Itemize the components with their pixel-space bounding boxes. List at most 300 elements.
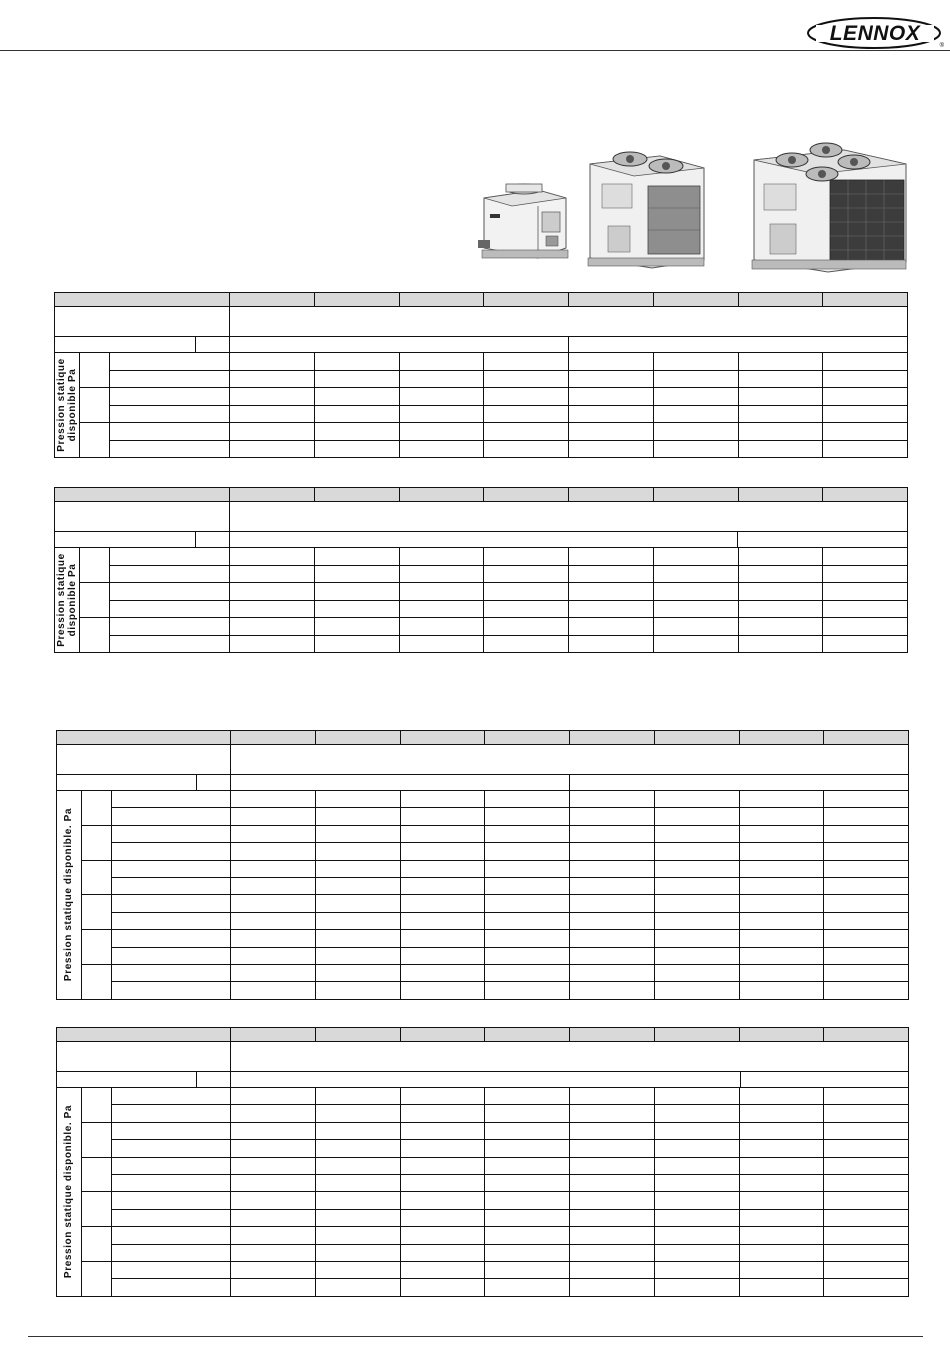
- spec-table-1-row-label: [109, 370, 230, 389]
- spec-table-1-data-cell: [314, 370, 400, 389]
- spec-table-3-row-label: [111, 929, 231, 947]
- spec-table-3-data-cell: [315, 842, 401, 860]
- spec-table-2-data-cell: [653, 547, 739, 566]
- spec-table-4-data-cell: [230, 1157, 316, 1175]
- spec-table-3-row-label: [111, 981, 231, 999]
- spec-table-3-unit-code: [196, 774, 231, 791]
- spec-table-1-data-cell: [399, 352, 485, 371]
- spec-table-1-pressure-label: [54, 352, 79, 457]
- spec-table-4-data-cell: [230, 1278, 316, 1296]
- spec-table-3-row-label: [111, 964, 231, 982]
- spec-table-4-data-cell: [654, 1191, 740, 1209]
- spec-table-3-data-cell: [315, 790, 401, 808]
- spec-table-3-data-cell: [400, 947, 486, 965]
- spec-table-1-header-cell: [822, 292, 908, 307]
- spec-table-3-data-cell: [400, 877, 486, 895]
- spec-table-3-data-cell: [230, 790, 316, 808]
- spec-table-4-data-cell: [400, 1087, 486, 1105]
- spec-table-1-data-cell: [229, 370, 315, 389]
- spec-table-3-data-cell: [400, 929, 486, 947]
- spec-table-3-data-cell: [654, 894, 740, 912]
- spec-table-1-data-cell: [568, 370, 654, 389]
- spec-table-4-data-cell: [739, 1122, 825, 1140]
- spec-table-4-data-cell: [315, 1261, 401, 1279]
- spec-table-3-data-cell: [739, 807, 825, 825]
- spec-table-3-data-cell: [230, 807, 316, 825]
- spec-table-3-data-cell: [654, 807, 740, 825]
- spec-table-3-header-label: [56, 730, 231, 745]
- spec-table-3-data-cell: [823, 790, 909, 808]
- spec-table-2-pressure-label-line: disponible Pa: [66, 563, 78, 636]
- spec-table-1-data-cell: [399, 405, 485, 424]
- spec-table-3-data-cell: [315, 912, 401, 930]
- spec-table-1-data-cell: [399, 370, 485, 389]
- spec-table-3-data-cell: [823, 825, 909, 843]
- spec-table-2-header-cell: [229, 487, 315, 502]
- spec-table-4-data-cell: [739, 1191, 825, 1209]
- spec-table-4-header-cell: [400, 1027, 486, 1042]
- spec-table-4-data-cell: [654, 1244, 740, 1262]
- spec-table-4-data-cell: [315, 1191, 401, 1209]
- spec-table-3-data-cell: [400, 790, 486, 808]
- spec-table-3-row-label: [111, 807, 231, 825]
- spec-table-3-data-cell: [654, 877, 740, 895]
- spec-table-4-unit-label: [56, 1071, 197, 1088]
- spec-table-4-data-cell: [484, 1087, 570, 1105]
- spec-table-1-header-cell: [229, 292, 315, 307]
- spec-table-3-data-cell: [315, 947, 401, 965]
- spec-table-4-row-label: [111, 1139, 231, 1157]
- spec-table-3-header-cell: [484, 730, 570, 745]
- spec-table-4-row-label: [111, 1244, 231, 1262]
- spec-table-3-data-cell: [654, 842, 740, 860]
- spec-table-4-data-cell: [823, 1278, 909, 1296]
- spec-table-3-unit-label: [56, 774, 197, 791]
- spec-table-3-data-cell: [400, 894, 486, 912]
- spec-table-3-data-cell: [315, 981, 401, 999]
- spec-table-1-unit-code: [195, 336, 230, 353]
- spec-table-3-group-cell: [81, 929, 112, 965]
- spec-table-3-data-cell: [230, 825, 316, 843]
- spec-table-1-data-cell: [822, 387, 908, 406]
- spec-table-1-data-cell: [822, 352, 908, 371]
- spec-table-4-data-cell: [484, 1226, 570, 1244]
- spec-table-1-data-cell: [483, 370, 569, 389]
- spec-table-4-row-label: [111, 1278, 231, 1296]
- spec-table-1-data-cell: [738, 387, 824, 406]
- spec-table-2-data-cell: [568, 582, 654, 601]
- spec-table-4-data-cell: [230, 1244, 316, 1262]
- spec-table-4-data-cell: [654, 1157, 740, 1175]
- spec-table-2-header-label: [54, 487, 230, 502]
- spec-table-3-data-cell: [654, 790, 740, 808]
- header-rule: [0, 50, 950, 51]
- spec-table-2-data-cell: [653, 600, 739, 619]
- spec-table-4-data-cell: [823, 1139, 909, 1157]
- spec-table-3-data-cell: [823, 981, 909, 999]
- spec-table-3-header-cell: [654, 730, 740, 745]
- spec-table-4-data-cell: [654, 1226, 740, 1244]
- spec-table-3-data-cell: [484, 825, 570, 843]
- spec-table-1-data-cell: [822, 440, 908, 459]
- spec-table-4-data-cell: [230, 1122, 316, 1140]
- spec-table-2-data-cell: [229, 617, 315, 636]
- spec-table-3-data-cell: [823, 860, 909, 878]
- spec-table-1-data-cell: [483, 440, 569, 459]
- spec-table-2-data-cell: [314, 635, 400, 654]
- spec-table-2-data-cell: [483, 617, 569, 636]
- spec-table-2-data-cell: [738, 600, 824, 619]
- spec-table-4-pressure-label: [56, 1087, 81, 1296]
- spec-table-2-data-cell: [568, 617, 654, 636]
- spec-table-3-data-cell: [569, 894, 655, 912]
- spec-table-3-data-cell: [823, 877, 909, 895]
- spec-table-4-row-label: [111, 1226, 231, 1244]
- spec-table-2-data-cell: [653, 582, 739, 601]
- spec-table-4-data-cell: [739, 1261, 825, 1279]
- spec-table-1-unit-span-b: [568, 336, 908, 353]
- spec-table-2-group-cell: [79, 547, 110, 583]
- spec-table-4-data-cell: [823, 1087, 909, 1105]
- spec-table-2-data-cell: [483, 582, 569, 601]
- spec-table-2-data-cell: [738, 547, 824, 566]
- spec-table-2-data-cell: [483, 565, 569, 584]
- spec-table-1-data-cell: [653, 405, 739, 424]
- spec-table-1-pressure-label-line: disponible Pa: [66, 368, 78, 441]
- spec-table-3-data-cell: [569, 842, 655, 860]
- spec-table-1-data-cell: [822, 370, 908, 389]
- spec-table-2-data-cell: [399, 635, 485, 654]
- spec-table-1-data-cell: [822, 405, 908, 424]
- spec-table-3-data-cell: [739, 981, 825, 999]
- spec-table-4-data-cell: [654, 1087, 740, 1105]
- spec-table-2-group-cell: [79, 617, 110, 653]
- spec-table-2-unit-code: [195, 531, 230, 548]
- spec-table-4-data-cell: [569, 1191, 655, 1209]
- spec-table-4-data-cell: [230, 1139, 316, 1157]
- spec-table-3-data-cell: [400, 807, 486, 825]
- spec-table-3-header-cell: [823, 730, 909, 745]
- spec-table-4-data-cell: [484, 1139, 570, 1157]
- spec-table-4-header-cell: [484, 1027, 570, 1042]
- spec-table-4-data-cell: [739, 1174, 825, 1192]
- spec-table-4-header-cell: [654, 1027, 740, 1042]
- spec-table-3-row-label: [111, 947, 231, 965]
- spec-table-4-data-cell: [823, 1191, 909, 1209]
- spec-table-4-unit-span-b: [740, 1071, 909, 1088]
- spec-table-3-data-cell: [484, 860, 570, 878]
- spec-table-2-data-cell: [653, 617, 739, 636]
- spec-table-2-header-cell: [314, 487, 400, 502]
- spec-table-2-data-cell: [229, 582, 315, 601]
- spec-table-1-pressure-label-line: Pression statique: [55, 357, 67, 452]
- spec-table-4-data-cell: [739, 1157, 825, 1175]
- spec-table-3-data-cell: [739, 964, 825, 982]
- spec-table-4-data-cell: [230, 1174, 316, 1192]
- spec-table-1-header-cell: [738, 292, 824, 307]
- spec-table-3-data-cell: [823, 947, 909, 965]
- spec-table-2-data-cell: [314, 565, 400, 584]
- spec-table-4-row-label: [111, 1174, 231, 1192]
- spec-table-4-data-cell: [739, 1209, 825, 1227]
- spec-table-4-data-cell: [400, 1157, 486, 1175]
- spec-table-3-data-cell: [484, 842, 570, 860]
- spec-table-4-data-cell: [654, 1122, 740, 1140]
- spec-table-4-data-cell: [484, 1174, 570, 1192]
- spec-table-1-data-cell: [229, 352, 315, 371]
- spec-table-4-row-label: [111, 1087, 231, 1105]
- spec-table-2-description-value: [229, 501, 908, 532]
- spec-table-3-group-cell: [81, 860, 112, 896]
- spec-table-2-data-cell: [483, 600, 569, 619]
- spec-table-3-data-cell: [739, 860, 825, 878]
- spec-table-4-data-cell: [400, 1191, 486, 1209]
- spec-table-4-data-cell: [484, 1104, 570, 1122]
- spec-table-2-data-cell: [314, 600, 400, 619]
- spec-table-2-row-label: [109, 565, 230, 584]
- spec-table-3-data-cell: [315, 964, 401, 982]
- spec-table-3-header-cell: [400, 730, 486, 745]
- spec-table-4-data-cell: [823, 1122, 909, 1140]
- spec-table-1-data-cell: [822, 422, 908, 441]
- spec-table-4-data-cell: [400, 1139, 486, 1157]
- spec-table-2-header-cell: [568, 487, 654, 502]
- spec-table-4-data-cell: [315, 1278, 401, 1296]
- spec-table-3-data-cell: [739, 894, 825, 912]
- spec-table-1-data-cell: [483, 422, 569, 441]
- spec-table-1-data-cell: [738, 352, 824, 371]
- spec-table-2-data-cell: [314, 547, 400, 566]
- spec-table-3-data-cell: [654, 929, 740, 947]
- spec-table-1-data-cell: [483, 405, 569, 424]
- spec-table-3-data-cell: [315, 894, 401, 912]
- spec-table-3-data-cell: [823, 894, 909, 912]
- spec-table-3-data-cell: [823, 964, 909, 982]
- spec-table-1-header-cell: [314, 292, 400, 307]
- spec-table-1-group-cell: [79, 422, 110, 458]
- spec-table-4-pressure-label-line: Pression statique disponible. Pa: [63, 1104, 75, 1278]
- spec-table-4-group-cell: [81, 1122, 112, 1158]
- spec-table-4-data-cell: [739, 1087, 825, 1105]
- spec-table-2-data-cell: [822, 547, 908, 566]
- spec-table-4-data-cell: [569, 1209, 655, 1227]
- spec-table-2-data-cell: [399, 582, 485, 601]
- spec-table-4-data-cell: [230, 1104, 316, 1122]
- spec-table-4-data-cell: [569, 1104, 655, 1122]
- spec-table-4-group-cell: [81, 1191, 112, 1227]
- spec-table-2-data-cell: [822, 565, 908, 584]
- spec-table-2-unit-label: [54, 531, 196, 548]
- spec-table-4-description-label: [56, 1041, 231, 1072]
- spec-table-4-data-cell: [400, 1174, 486, 1192]
- spec-table-1-data-cell: [314, 440, 400, 459]
- spec-table-1-row-label: [109, 405, 230, 424]
- spec-table-2-data-cell: [822, 635, 908, 654]
- spec-table-3-data-cell: [400, 981, 486, 999]
- spec-table-4-data-cell: [484, 1157, 570, 1175]
- spec-table-1-row-label: [109, 352, 230, 371]
- spec-table-3-row-label: [111, 842, 231, 860]
- spec-table-4-data-cell: [569, 1157, 655, 1175]
- spec-table-2-data-cell: [229, 547, 315, 566]
- spec-table-1-header-cell: [483, 292, 569, 307]
- spec-table-3-header-cell: [569, 730, 655, 745]
- spec-table-4-data-cell: [315, 1174, 401, 1192]
- spec-table-3-data-cell: [569, 981, 655, 999]
- spec-table-3-data-cell: [654, 981, 740, 999]
- product-two-fan-unit-image: [582, 142, 712, 272]
- spec-table-3-header-cell: [739, 730, 825, 745]
- spec-table-4-data-cell: [315, 1226, 401, 1244]
- spec-table-3-data-cell: [654, 947, 740, 965]
- spec-table-3-row-label: [111, 894, 231, 912]
- spec-table-3-data-cell: [739, 790, 825, 808]
- spec-table-4-data-cell: [569, 1261, 655, 1279]
- spec-table-3-data-cell: [484, 981, 570, 999]
- spec-table-3-data-cell: [739, 912, 825, 930]
- spec-table-3-data-cell: [484, 964, 570, 982]
- spec-table-3-data-cell: [484, 947, 570, 965]
- spec-table-1-header-label: [54, 292, 230, 307]
- spec-table-2-data-cell: [568, 635, 654, 654]
- spec-table-2-data-cell: [653, 565, 739, 584]
- spec-table-3-data-cell: [484, 894, 570, 912]
- spec-table-3-data-cell: [569, 877, 655, 895]
- logo-registered-mark: ®: [939, 43, 944, 49]
- spec-table-1-data-cell: [229, 440, 315, 459]
- spec-table-3-data-cell: [823, 912, 909, 930]
- spec-table-3-data-cell: [484, 807, 570, 825]
- spec-table-3-data-cell: [315, 929, 401, 947]
- spec-table-1-data-cell: [738, 422, 824, 441]
- spec-table-1-data-cell: [314, 387, 400, 406]
- spec-table-3-data-cell: [230, 877, 316, 895]
- spec-table-2-row-label: [109, 582, 230, 601]
- spec-table-4-data-cell: [823, 1244, 909, 1262]
- spec-table-1-data-cell: [738, 440, 824, 459]
- spec-table-4-group-cell: [81, 1157, 112, 1193]
- spec-table-3-data-cell: [230, 981, 316, 999]
- spec-table-4-data-cell: [823, 1209, 909, 1227]
- spec-table-3-data-cell: [739, 877, 825, 895]
- spec-table-3-data-cell: [484, 912, 570, 930]
- spec-table-1-group-cell: [79, 387, 110, 423]
- spec-table-2-row-label: [109, 547, 230, 566]
- spec-table-1-group-cell: [79, 352, 110, 388]
- product-four-fan-unit-image: [748, 132, 910, 274]
- spec-table-2-row-label: [109, 617, 230, 636]
- spec-table-4-data-cell: [739, 1139, 825, 1157]
- spec-table-4-header-cell: [823, 1027, 909, 1042]
- spec-table-4-data-cell: [569, 1174, 655, 1192]
- spec-table-1-data-cell: [399, 440, 485, 459]
- spec-table-1-data-cell: [653, 440, 739, 459]
- spec-table-2-pressure-label-line: Pression statique: [55, 552, 67, 647]
- spec-table-4-row-label: [111, 1104, 231, 1122]
- spec-table-1-data-cell: [314, 422, 400, 441]
- spec-table-4-data-cell: [739, 1104, 825, 1122]
- spec-table-4-data-cell: [400, 1261, 486, 1279]
- spec-table-1-data-cell: [653, 387, 739, 406]
- spec-table-2-data-cell: [314, 582, 400, 601]
- spec-table-2-header-cell: [822, 487, 908, 502]
- spec-table-4-data-cell: [654, 1261, 740, 1279]
- spec-table-2-data-cell: [229, 600, 315, 619]
- spec-table-3-data-cell: [739, 842, 825, 860]
- spec-table-4-data-cell: [400, 1104, 486, 1122]
- spec-table-3-data-cell: [230, 929, 316, 947]
- spec-table-3-data-cell: [400, 860, 486, 878]
- spec-table-3-data-cell: [569, 912, 655, 930]
- spec-table-4-data-cell: [823, 1157, 909, 1175]
- spec-table-4-data-cell: [400, 1226, 486, 1244]
- spec-table-4-data-cell: [400, 1122, 486, 1140]
- spec-table-3-description-value: [230, 744, 909, 775]
- spec-table-3-group-cell: [81, 825, 112, 861]
- spec-table-1-description-label: [54, 306, 230, 337]
- spec-table-2-data-cell: [738, 617, 824, 636]
- spec-table-3-data-cell: [230, 912, 316, 930]
- spec-table-3-row-label: [111, 912, 231, 930]
- spec-table-3-data-cell: [400, 964, 486, 982]
- spec-table-3-group-cell: [81, 964, 112, 1000]
- spec-table-2-description-label: [54, 501, 230, 532]
- spec-table-4-data-cell: [484, 1261, 570, 1279]
- spec-table-4-data-cell: [315, 1209, 401, 1227]
- spec-table-3-data-cell: [484, 790, 570, 808]
- spec-table-4-data-cell: [230, 1209, 316, 1227]
- spec-table-3-row-label: [111, 860, 231, 878]
- spec-table-3-data-cell: [230, 947, 316, 965]
- spec-table-3-data-cell: [654, 825, 740, 843]
- spec-table-2-data-cell: [399, 547, 485, 566]
- spec-table-4-data-cell: [315, 1139, 401, 1157]
- spec-table-3-data-cell: [569, 947, 655, 965]
- spec-table-2-header-cell: [483, 487, 569, 502]
- spec-table-2-data-cell: [822, 600, 908, 619]
- spec-table-2-unit-span-a: [229, 531, 738, 548]
- spec-table-4-header-cell: [739, 1027, 825, 1042]
- spec-table-2-data-cell: [399, 617, 485, 636]
- spec-table-4-group-cell: [81, 1226, 112, 1262]
- spec-table-3-unit-span-b: [569, 774, 909, 791]
- spec-table-4-row-label: [111, 1157, 231, 1175]
- spec-table-3-row-label: [111, 877, 231, 895]
- spec-table-3-data-cell: [230, 860, 316, 878]
- spec-table-4-data-cell: [400, 1244, 486, 1262]
- spec-table-1-header-cell: [653, 292, 739, 307]
- spec-table-1-data-cell: [229, 387, 315, 406]
- spec-table-3-data-cell: [823, 842, 909, 860]
- spec-table-3-unit-span-a: [230, 774, 570, 791]
- spec-table-4-data-cell: [654, 1104, 740, 1122]
- spec-table-3-pressure-label-line: Pression statique disponible. Pa: [63, 807, 75, 981]
- spec-table-4-unit-code: [196, 1071, 231, 1088]
- spec-table-4-unit-span-a: [230, 1071, 741, 1088]
- logo-wordmark: LENNOX: [829, 22, 921, 45]
- spec-table-4-data-cell: [654, 1139, 740, 1157]
- spec-table-2-data-cell: [822, 582, 908, 601]
- spec-table-1-data-cell: [653, 370, 739, 389]
- spec-table-3-data-cell: [739, 947, 825, 965]
- spec-table-3-data-cell: [654, 912, 740, 930]
- spec-table-1-data-cell: [483, 387, 569, 406]
- spec-table-4-data-cell: [315, 1157, 401, 1175]
- spec-table-4-description-value: [230, 1041, 909, 1072]
- spec-table-1-data-cell: [568, 352, 654, 371]
- spec-table-2-pressure-label: [54, 547, 79, 652]
- spec-table-1-description-value: [229, 306, 908, 337]
